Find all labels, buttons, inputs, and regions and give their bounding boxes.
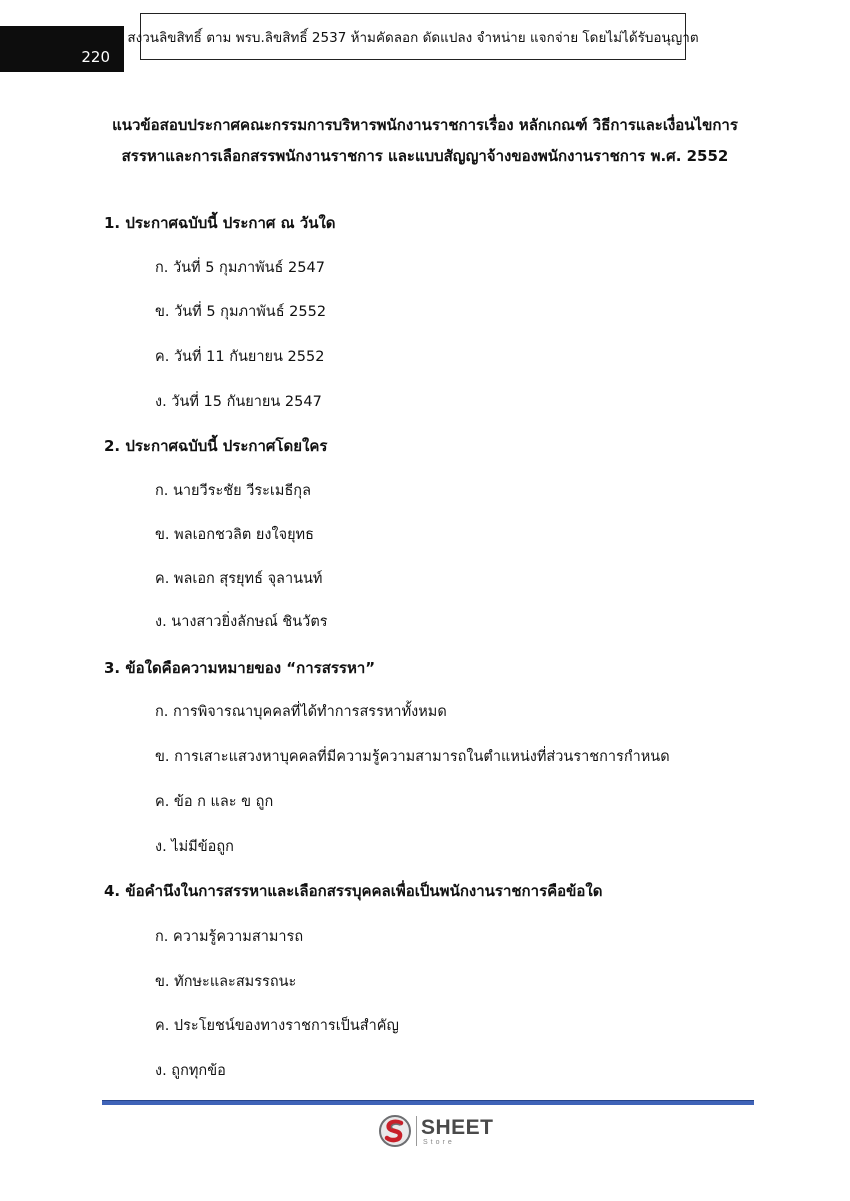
question-1-choice-d: ง. วันที่ 15 กันยายน 2547 [155, 394, 322, 410]
question-4-stem: 4. ข้อคำนึงในการสรรหาและเลือกสรรบุคคลเพื่อเป็นพนักงานราชการคือข้อใด [104, 882, 603, 900]
question-4-choice-c: ค. ประโยชน์ของทางราชการเป็นสำคัญ [155, 1018, 399, 1034]
question-2-choice-a: ก. นายวีระชัย วีระเมธีกุล [155, 483, 311, 499]
question-2-choice-c: ค. พลเอก สุรยุทธ์ จุลานนท์ [155, 571, 323, 587]
question-4-choice-a: ก. ความรู้ความสามารถ [155, 929, 304, 945]
logo-text [421, 1117, 494, 1146]
question-2-stem: 2. ประกาศฉบับนี้ ประกาศโดยใคร [104, 437, 328, 455]
question-3-stem: 3. ข้อใดคือความหมายของ “การสรรหา” [104, 659, 376, 677]
question-2-choice-b: ข. พลเอกชวลิต ยงใจยุทธ [155, 527, 314, 543]
question-2-choice-d: ง. นางสาวยิ่งลักษณ์ ชินวัตร [155, 614, 328, 630]
logo-divider [416, 1116, 417, 1146]
question-1-choice-c: ค. วันที่ 11 กันยายน 2552 [155, 349, 325, 365]
question-3-choice-b: ข. การเสาะแสวงหาบุคคลที่มีความรู้ความสามารถในตำแหน่งที่ส่วนราชการกำหนด [155, 749, 670, 765]
question-1-choice-a: ก. วันที่ 5 กุมภาพันธ์ 2547 [155, 260, 325, 276]
sheet-store-s-logo-icon [378, 1114, 412, 1148]
copyright-notice: สงวนลิขสิทธิ์ ตาม พรบ.ลิขสิทธิ์ 2537 ห้ามคัดลอก ดัดแปลง จำหน่าย แจกจ่าย โดยไม่ได้รับอนุญาต [140, 13, 686, 60]
question-3-choice-d: ง. ไม่มีข้อถูก [155, 839, 234, 855]
question-3-choice-c: ค. ข้อ ก และ ข ถูก [155, 794, 274, 810]
sheet-store-logo [378, 1114, 494, 1148]
question-3-choice-a: ก. การพิจารณาบุคคลที่ได้ทำการสรรหาทั้งหมด [155, 704, 447, 720]
document-title-line-1: แนวข้อสอบประกาศคณะกรรมการบริหารพนักงานราชการเรื่อง หลักเกณฑ์ วิธีการและเงื่อนไขการ [112, 116, 738, 134]
logo-brand: SHEET [421, 1115, 494, 1139]
logo-brand-sub: Store [423, 1138, 455, 1146]
page-number: 220 [0, 26, 124, 72]
question-4-choice-b: ข. ทักษะและสมรรถนะ [155, 974, 297, 990]
footer-divider [102, 1100, 754, 1105]
question-1-choice-b: ข. วันที่ 5 กุมภาพันธ์ 2552 [155, 304, 327, 320]
document-title-line-2: สรรหาและการเลือกสรรพนักงานราชการ และแบบสัญญาจ้างของพนักงานราชการ พ.ศ. 2552 [121, 147, 729, 165]
question-4-choice-d: ง. ถูกทุกข้อ [155, 1063, 226, 1079]
question-1-stem: 1. ประกาศฉบับนี้ ประกาศ ณ วันใด [104, 214, 336, 232]
